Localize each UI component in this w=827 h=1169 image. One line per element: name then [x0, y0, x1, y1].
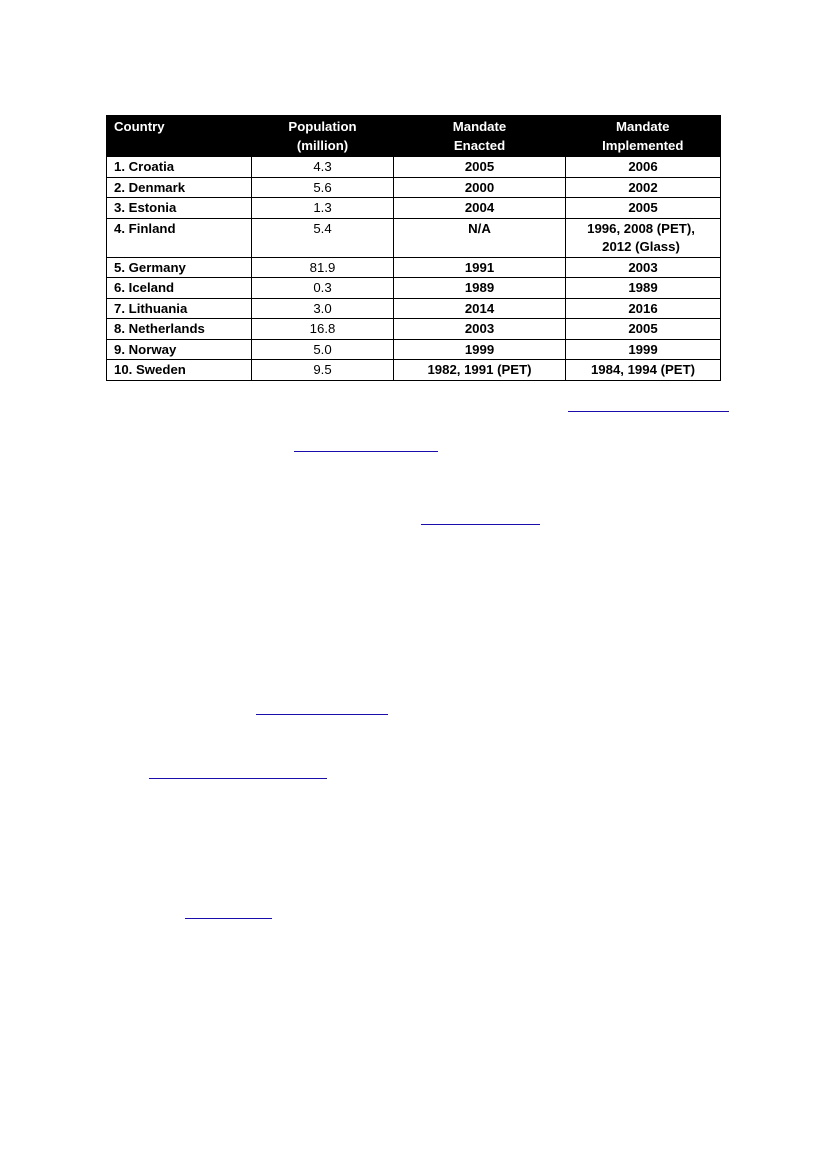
header-population	[252, 116, 394, 157]
cell-implemented-line1: 2002	[628, 179, 658, 195]
table-row	[107, 257, 721, 278]
cell-implemented-line1: 1996, 2008 (PET),	[587, 220, 695, 236]
cell-country: 8. Netherlands	[107, 319, 252, 340]
cell-enacted: 1982, 1991 (PET)	[394, 360, 566, 381]
cell-implemented	[566, 360, 721, 381]
cell-implemented	[566, 157, 721, 178]
cell-population: 5.0	[252, 339, 394, 360]
cell-enacted: 2014	[394, 298, 566, 319]
header-enacted	[394, 116, 566, 157]
hyperlink-underline-5[interactable]	[149, 778, 327, 779]
cell-enacted: 2004	[394, 198, 566, 219]
cell-country: 3. Estonia	[107, 198, 252, 219]
cell-enacted: 2005	[394, 157, 566, 178]
hyperlink-underline-3[interactable]	[421, 524, 540, 525]
cell-population: 5.4	[252, 218, 394, 257]
cell-implemented-line2: 2012 (Glass)	[602, 239, 680, 254]
cell-country: 9. Norway	[107, 339, 252, 360]
cell-implemented	[566, 218, 721, 257]
cell-population: 4.3	[252, 157, 394, 178]
table-row	[107, 319, 721, 340]
header-row	[107, 116, 721, 157]
cell-implemented	[566, 198, 721, 219]
cell-population: 81.9	[252, 257, 394, 278]
cell-enacted: 2003	[394, 319, 566, 340]
cell-implemented-line1: 2006	[628, 159, 658, 174]
cell-implemented-line1: 2005	[628, 200, 658, 215]
cell-country: 5. Germany	[107, 257, 252, 278]
table-row	[107, 339, 721, 360]
cell-implemented-line1: 2005	[628, 321, 658, 336]
table-row	[107, 198, 721, 219]
cell-implemented-line1: 2003	[628, 259, 658, 275]
cell-country: 4. Finland	[107, 218, 252, 257]
cell-implemented-line1: 1989	[628, 280, 658, 295]
header-implemented	[566, 116, 721, 157]
cell-implemented	[566, 319, 721, 340]
table-row	[107, 298, 721, 319]
header-enacted-line2: Enacted	[453, 137, 506, 153]
table-row	[107, 360, 721, 381]
cell-implemented	[566, 298, 721, 319]
cell-implemented-line1: 1999	[628, 341, 658, 357]
header-population-line1: Population	[288, 119, 357, 134]
header-country	[107, 116, 252, 157]
cell-country: 7. Lithuania	[107, 298, 252, 319]
cell-enacted: 1989	[394, 278, 566, 299]
hyperlink-underline-1[interactable]	[568, 411, 729, 412]
cell-population: 16.8	[252, 319, 394, 340]
hyperlink-underline-2[interactable]	[294, 451, 438, 452]
cell-country: 6. Iceland	[107, 278, 252, 299]
header-implemented-line2: Implemented	[602, 137, 684, 153]
table-body	[107, 157, 721, 381]
hyperlink-underline-4[interactable]	[256, 714, 388, 715]
cell-implemented	[566, 278, 721, 299]
cell-country: 1. Croatia	[107, 157, 252, 178]
hyperlink-underline-6[interactable]	[185, 918, 272, 919]
table-row	[107, 177, 721, 198]
cell-implemented	[566, 339, 721, 360]
cell-population: 5.6	[252, 177, 394, 198]
cell-implemented-line1: 1984, 1994 (PET)	[590, 362, 696, 377]
deposit-mandate-table	[106, 115, 721, 381]
cell-country: 2. Denmark	[107, 177, 252, 198]
header-enacted-line1: Mandate	[452, 119, 507, 134]
header-country-label: Country	[114, 119, 165, 134]
cell-implemented	[566, 177, 721, 198]
cell-country: 10. Sweden	[107, 360, 252, 381]
cell-enacted: N/A	[394, 218, 566, 257]
cell-population: 3.0	[252, 298, 394, 319]
cell-enacted: 1991	[394, 257, 566, 278]
header-implemented-line1: Mandate	[616, 119, 670, 134]
header-population-line2: (million)	[296, 137, 349, 153]
table-row	[107, 218, 721, 257]
cell-population: 9.5	[252, 360, 394, 381]
cell-enacted: 2000	[394, 177, 566, 198]
cell-implemented-line1: 2016	[628, 300, 658, 316]
cell-population: 0.3	[252, 278, 394, 299]
table-row	[107, 157, 721, 178]
cell-implemented	[566, 257, 721, 278]
cell-population: 1.3	[252, 198, 394, 219]
table-row	[107, 278, 721, 299]
table-header	[107, 116, 721, 157]
cell-enacted: 1999	[394, 339, 566, 360]
